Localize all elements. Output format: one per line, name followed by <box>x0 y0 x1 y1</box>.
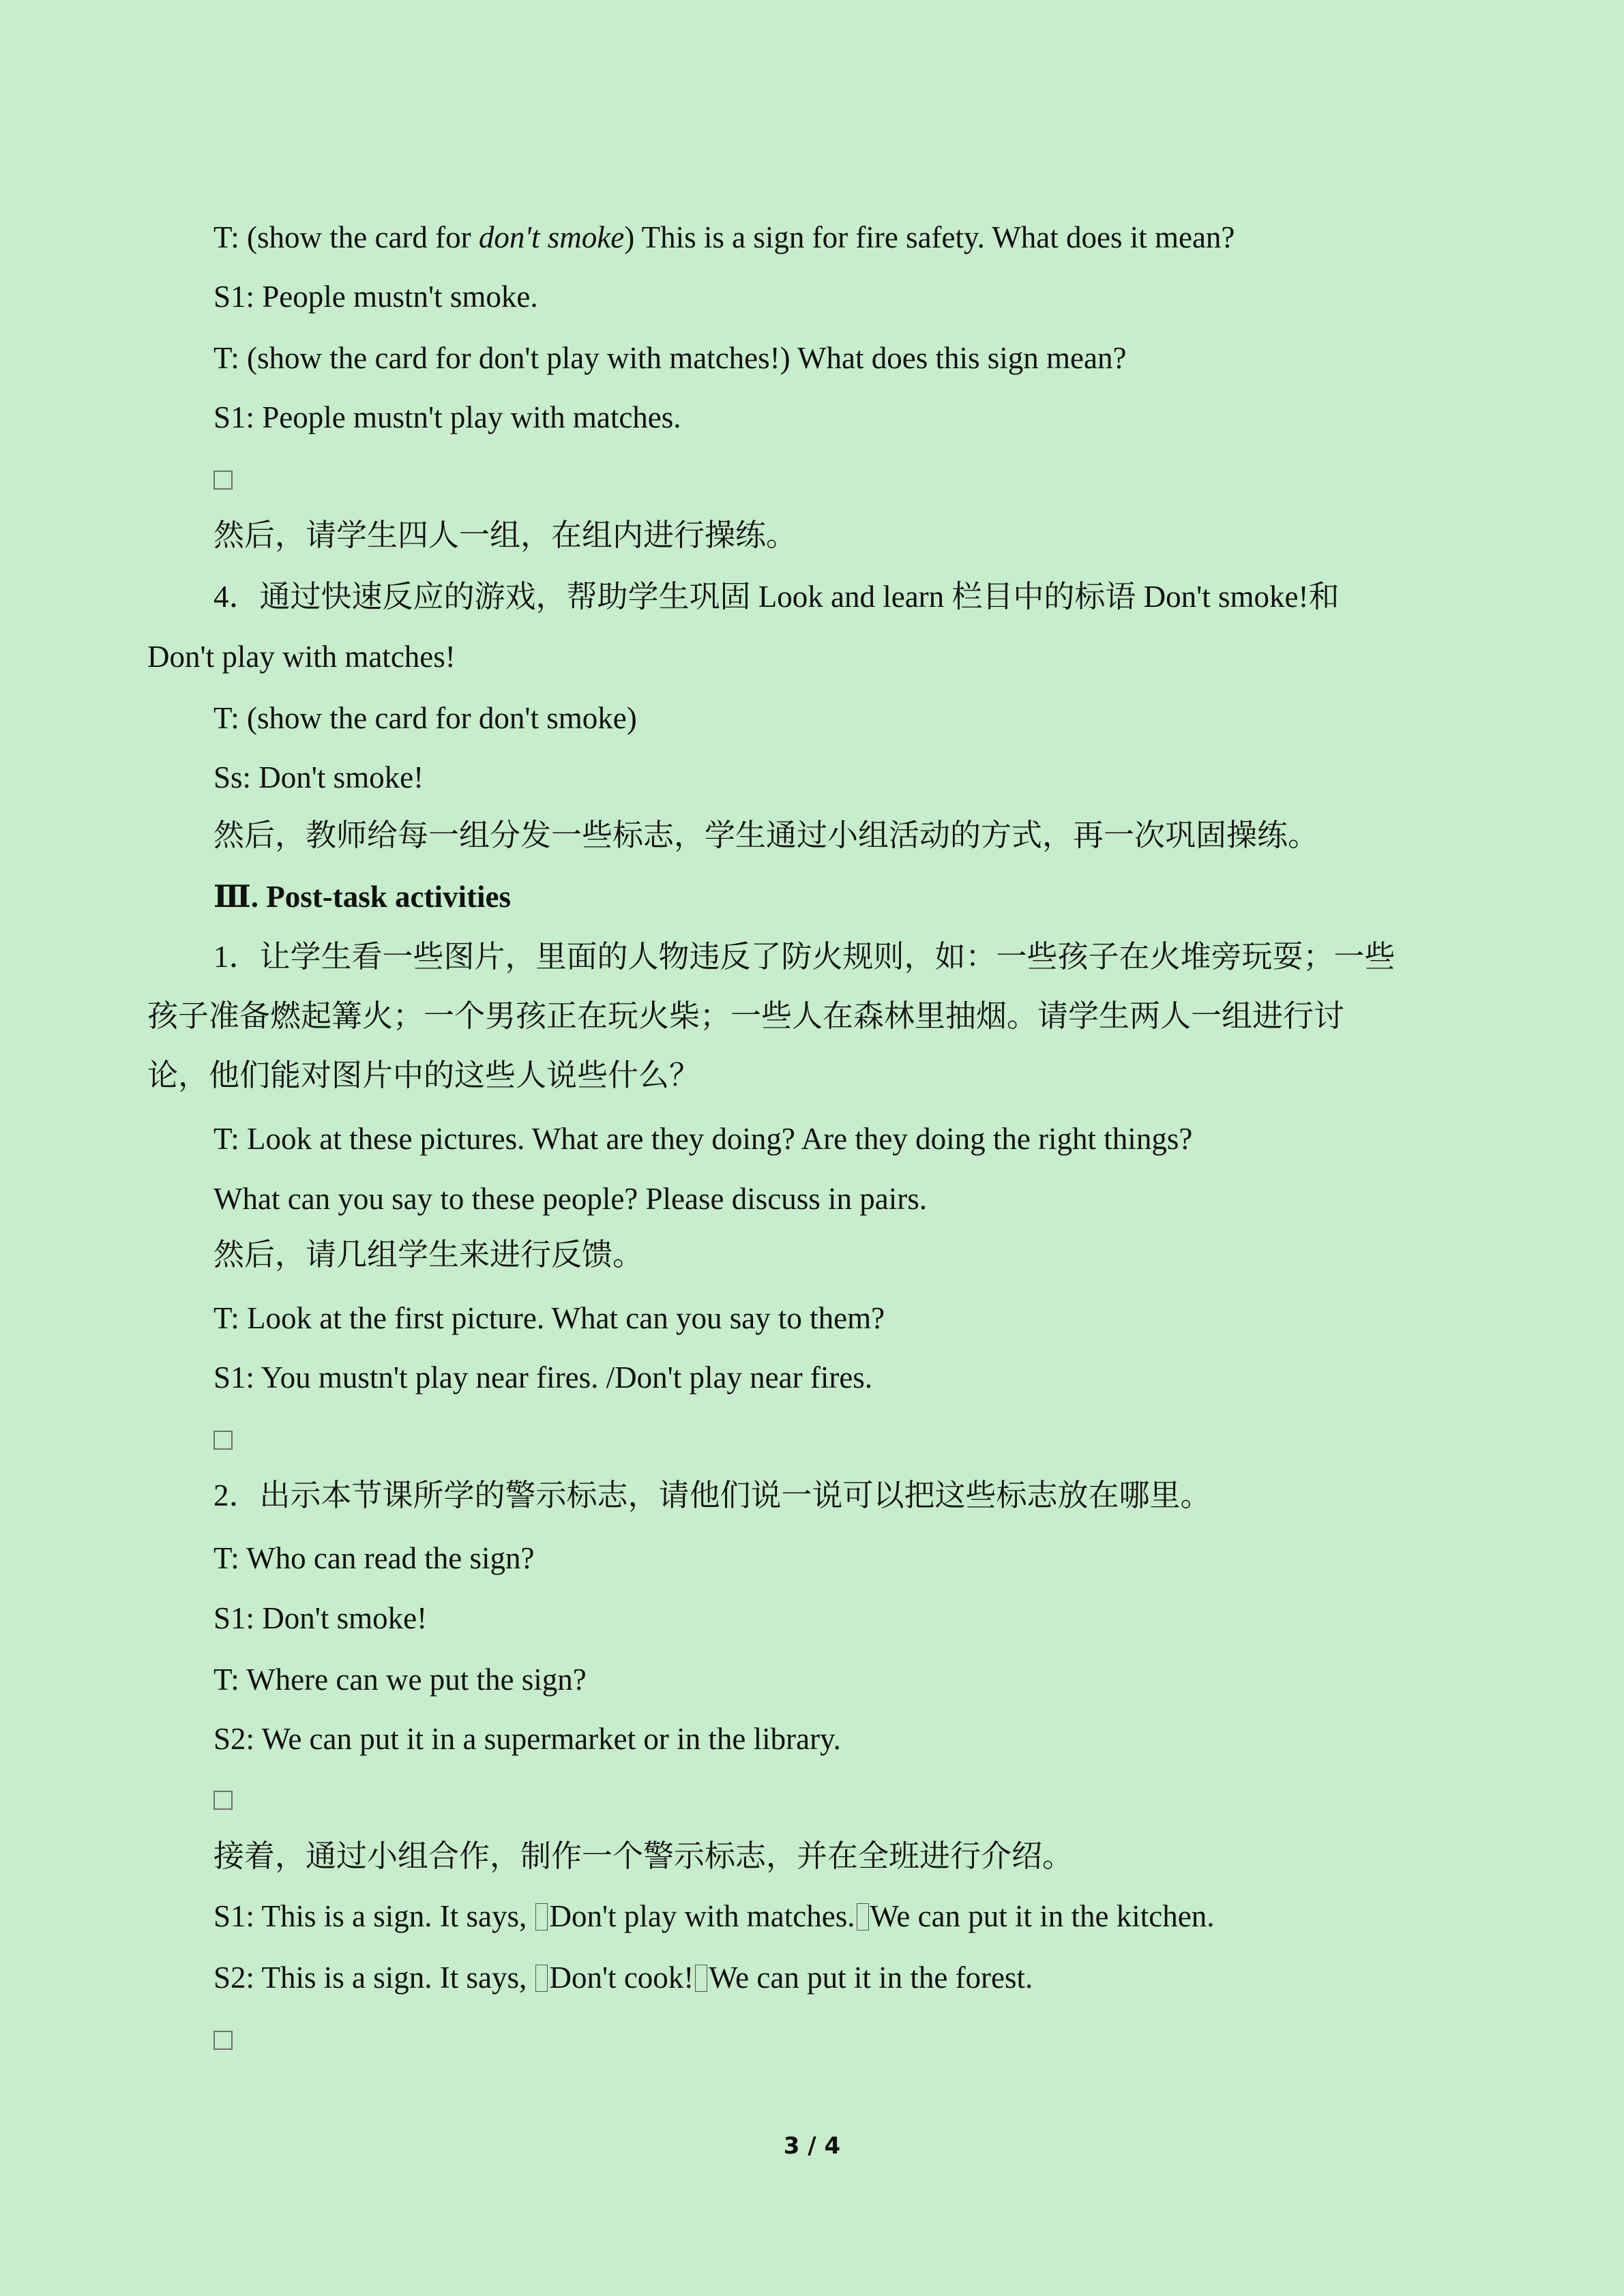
text-segment: ) This is a sign for fire safety. What does it mean? <box>624 220 1235 254</box>
paragraph-line: Don't play with matches! <box>147 640 456 674</box>
dialogue-line: T: Where can we put the sign? <box>213 1663 587 1697</box>
text-segment: T: (show the card for <box>213 220 479 254</box>
placeholder-box-icon <box>213 1791 233 1810</box>
missing-glyph-icon <box>535 1965 548 1992</box>
placeholder-box-line <box>213 1418 233 1459</box>
placeholder-box-line <box>213 2018 233 2059</box>
paragraph-line: 1．让学生看一些图片，里面的人物违反了防火规则，如：一些孩子在火堆旁玩耍；一些 <box>213 940 1396 974</box>
paragraph-line: 然后，请几组学生来进行反馈。 <box>213 1238 644 1272</box>
italic-text: don't smoke <box>478 220 625 254</box>
quoted-text: Don't play with matches. <box>549 1899 855 1933</box>
dialogue-line: T: (show the card for don't play with matches!) What does this sign mean? <box>213 341 1127 375</box>
text-segment: We can put it in the forest. <box>709 1960 1033 1995</box>
dialogue-line: S1: You mustn't play near fires. /Don't play near fires. <box>213 1360 873 1395</box>
placeholder-box-icon <box>213 2031 233 2050</box>
dialogue-line <box>213 1957 1033 1998</box>
dialogue-line: S1: People mustn't play with matches. <box>213 400 681 434</box>
quoted-text: Don't cook! <box>549 1960 694 1995</box>
dialogue-line <box>213 1896 1214 1937</box>
text-segment: S2: This is a sign. It says, <box>213 1960 535 1995</box>
placeholder-box-line <box>213 458 233 499</box>
paragraph-line: 4．通过快速反应的游戏，帮助学生巩固 Look and learn 栏目中的标语 Don't smoke!和 <box>213 580 1340 614</box>
dialogue-line: T: Who can read the sign? <box>213 1541 535 1575</box>
section-heading: Ⅲ. Post-task activities <box>213 880 511 914</box>
text-segment: We can put it in the kitchen. <box>870 1899 1215 1933</box>
text-segment: S1: This is a sign. It says, <box>213 1899 535 1933</box>
paragraph-line: 孩子准备燃起篝火；一个男孩正在玩火柴；一些人在森林里抽烟。请学生两人一组进行讨 <box>147 999 1345 1033</box>
dialogue-line: Ss: Don't smoke! <box>213 760 424 794</box>
dialogue-line: T: Look at the first picture. What can you say to them? <box>213 1301 885 1335</box>
paragraph-line: 然后，请学生四人一组，在组内进行操练。 <box>213 518 797 552</box>
paragraph-line: 论，他们能对图片中的这些人说些什么？ <box>147 1058 700 1092</box>
page-number: 3 / 4 <box>783 2132 841 2160</box>
placeholder-box-icon <box>213 1431 233 1450</box>
placeholder-box-line <box>213 1778 233 1819</box>
dialogue-line: S1: People mustn't smoke. <box>213 280 538 314</box>
dialogue-line: S1: Don't smoke! <box>213 1601 428 1635</box>
dialogue-line: S2: We can put it in a supermarket or in the library. <box>213 1722 841 1756</box>
paragraph-line: 然后，教师给每一组分发一些标志，学生通过小组活动的方式，再一次巩固操练。 <box>213 818 1319 852</box>
dialogue-line: T: (show the card for don't smoke) <box>213 701 637 735</box>
dialogue-line: What can you say to these people? Please discuss in pairs. <box>213 1182 927 1216</box>
missing-glyph-icon <box>695 1965 707 1992</box>
dialogue-line: T: Look at these pictures. What are they doing? Are they doing the right things? <box>213 1122 1193 1156</box>
paragraph-line: 2．出示本节课所学的警示标志，请他们说一说可以把这些标志放在哪里。 <box>213 1478 1211 1512</box>
missing-glyph-icon <box>535 1903 548 1930</box>
placeholder-box-icon <box>213 471 233 490</box>
missing-glyph-icon <box>857 1903 869 1930</box>
dialogue-line <box>213 217 1235 258</box>
paragraph-line: 接着，通过小组合作，制作一个警示标志，并在全班进行介绍。 <box>213 1839 1074 1873</box>
